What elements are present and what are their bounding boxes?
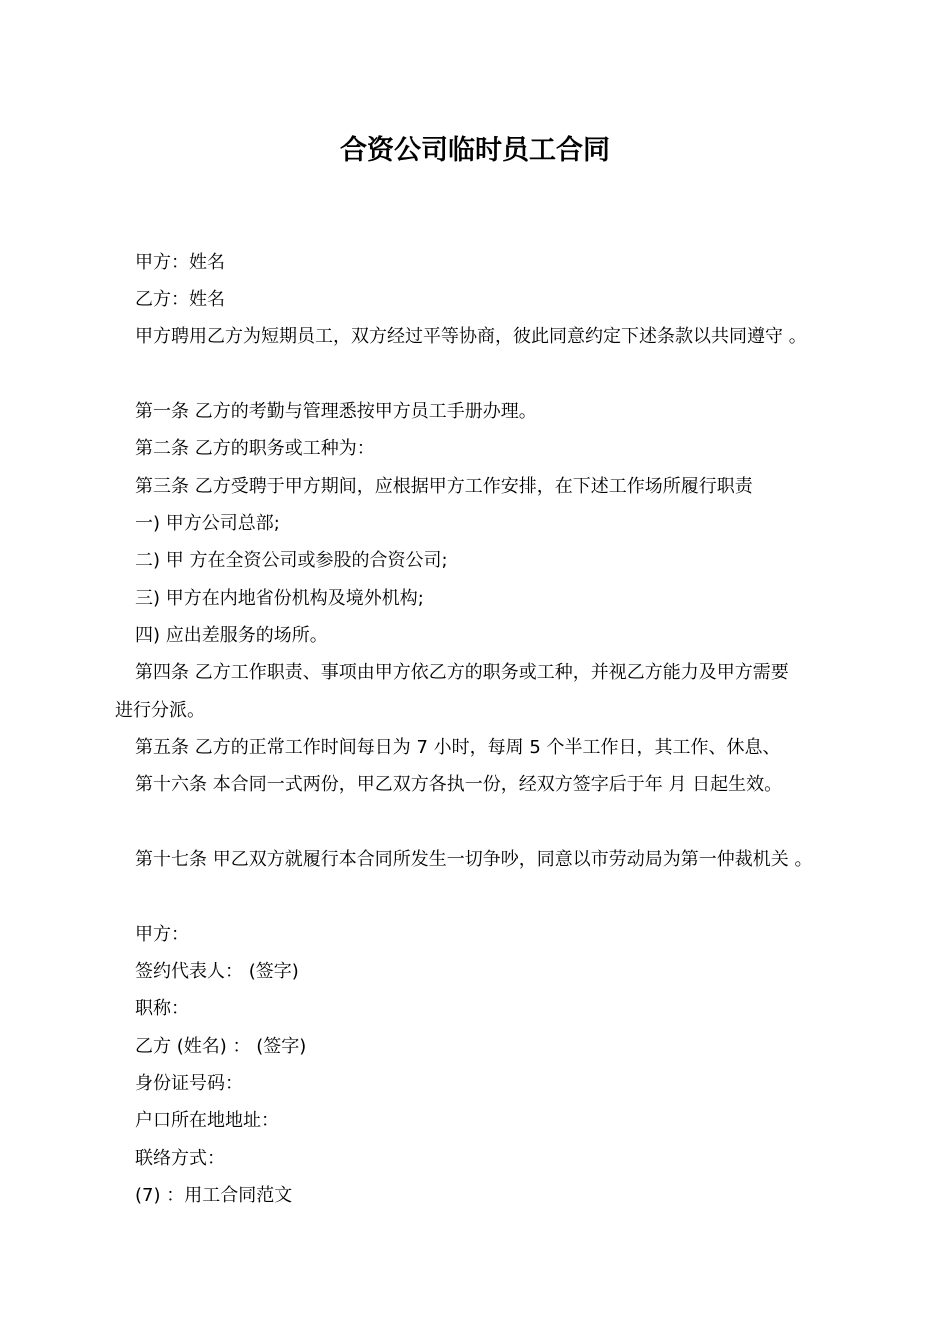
article-3-item: 二) 甲 方在全资公司或参股的合资公司;	[135, 550, 448, 571]
signature-title: 职称：	[135, 998, 189, 1019]
document-title: 合资公司临时员工合同	[340, 135, 610, 166]
party-b-line: 乙方：姓名	[135, 289, 225, 310]
article-3-item: 一) 甲方公司总部;	[135, 513, 280, 534]
intro-paragraph: 甲方聘用乙方为短期员工，双方经过平等协商，彼此同意约定下述条款以共同遵守 。	[135, 326, 807, 347]
article-3-item: 三) 甲方在内地省份机构及境外机构;	[135, 588, 424, 609]
article-1: 第一条 乙方的考勤与管理悉按甲方员工手册办理。	[135, 401, 537, 422]
signature-party-b: 乙方 (姓名) ： (签字)	[135, 1036, 307, 1057]
article-16: 第十六条 本合同一式两份，甲乙双方各执一份，经双方签字后于年 月 日起生效。	[135, 774, 783, 795]
signature-party-a: 甲方：	[135, 924, 189, 945]
article-2: 第二条 乙方的职务或工种为：	[135, 438, 375, 459]
article-3-item: 四) 应出差服务的场所。	[135, 625, 328, 646]
article-4-line-2: 进行分派。	[115, 700, 205, 721]
party-a-line: 甲方：姓名	[135, 252, 225, 273]
signature-residence: 户口所在地地址：	[135, 1110, 279, 1131]
signature-id-number: 身份证号码：	[135, 1073, 243, 1094]
signature-contact: 联络方式：	[135, 1148, 225, 1169]
footer-note: (7) ：用工合同范文	[135, 1185, 293, 1206]
article-5: 第五条 乙方的正常工作时间每日为 7 小时，每周 5 个半工作日，其工作、休息、	[135, 737, 781, 758]
article-4-line-1: 第四条 乙方工作职责、事项由甲方依乙方的职务或工种，并视乙方能力及甲方需要	[135, 662, 789, 683]
article-3: 第三条 乙方受聘于甲方期间，应根据甲方工作安排，在下述工作场所履行职责	[135, 476, 753, 497]
article-17: 第十七条 甲乙双方就履行本合同所发生一切争吵，同意以市劳动局为第一仲裁机关 。	[135, 849, 813, 870]
signature-representative: 签约代表人： (签字)	[135, 961, 299, 982]
